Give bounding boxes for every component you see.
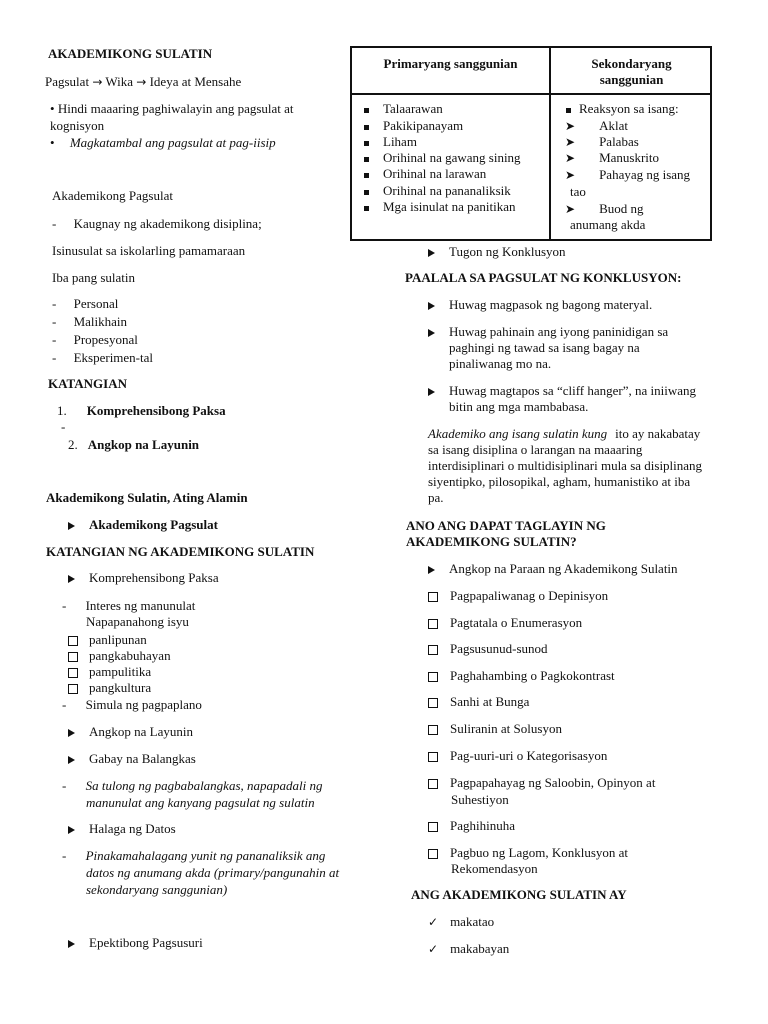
checkbox-icon bbox=[68, 636, 78, 646]
arrow-item: Halaga ng Datos bbox=[68, 821, 176, 837]
table-cell-item: Pakikipanayam bbox=[364, 118, 463, 134]
dash-item: - Simula ng pagpaplano bbox=[62, 697, 202, 712]
checkbox-item: Pagtatala o Enumerasyon bbox=[428, 615, 582, 631]
square-bullet-icon bbox=[566, 108, 571, 113]
text-napapanahon: Napapanahong isyu bbox=[86, 614, 189, 629]
arrow-right-icon: → bbox=[92, 75, 103, 89]
table-cell-item: Talaarawan bbox=[364, 101, 443, 117]
text-cont: paghingi ng tawad sa isang bagay na bbox=[449, 340, 640, 355]
text-cont: Rekomendasyon bbox=[451, 861, 538, 876]
flow-line bbox=[45, 74, 241, 90]
arrow-item: Huwag pahinain ang iyong paninidigan sa bbox=[428, 324, 668, 340]
numbered-item: 2. Angkop na Layunin bbox=[68, 437, 200, 452]
table-cell-item: ➤ Manuskrito bbox=[565, 150, 660, 165]
checkbox-item: Pagpapaliwanag o Depinisyon bbox=[428, 588, 608, 604]
checkbox-icon bbox=[428, 592, 438, 602]
definition-line: interdisiplinari o multidisiplinari mula sa disiplinang bbox=[428, 458, 703, 473]
dash-marker: - bbox=[61, 419, 66, 434]
flow-item: Pagsulat bbox=[45, 74, 90, 89]
square-bullet-icon bbox=[364, 173, 369, 178]
label-akademikong-pagsulat: Akademikong Pagsulat bbox=[52, 188, 173, 203]
checkbox-icon bbox=[428, 849, 438, 859]
checkmark-item: ✓ makatao bbox=[428, 914, 495, 929]
checkmark-icon: ✓ bbox=[428, 942, 439, 956]
arrow-item: Huwag magpasok ng bagong materyal. bbox=[428, 297, 652, 313]
checkbox-icon bbox=[68, 652, 78, 662]
arrowhead-bullet-icon: ➤ bbox=[565, 202, 576, 216]
table-cell-item: Orihinal na pananaliksik bbox=[364, 183, 511, 199]
checkbox-icon bbox=[428, 672, 438, 682]
italic-cont: datos ng anumang akda (primary/pangunahin at bbox=[86, 865, 340, 880]
dash-item: - Malikhain bbox=[52, 314, 128, 329]
checkbox-icon bbox=[428, 698, 438, 708]
dash-item: - Eksperimen-tal bbox=[52, 350, 154, 365]
table-header-primary: Primaryang sanggunian bbox=[383, 56, 518, 71]
triangle-bullet-icon bbox=[428, 329, 435, 337]
table-cell-cont: anumang akda bbox=[570, 217, 646, 232]
table-cell-item: ➤ Buod ng bbox=[565, 201, 644, 216]
square-bullet-icon bbox=[364, 141, 369, 146]
table-cell-item: Reaksyon sa isang: bbox=[566, 101, 679, 117]
text-cont: Suhestiyon bbox=[451, 792, 509, 807]
text-cont: pinaliwanag mo na. bbox=[449, 356, 552, 371]
bullet-item: • Magkatambal ang pagsulat at pag-iisip bbox=[50, 135, 276, 150]
dash-item: - Propesyonal bbox=[52, 332, 138, 347]
dash-item: - Sa tulong ng pagbabalangkas, napapadali ng bbox=[62, 778, 323, 793]
checkbox-item: pampulitika bbox=[68, 664, 151, 680]
triangle-bullet-icon bbox=[428, 388, 435, 396]
text-cont: bitin ang mga mambabasa. bbox=[449, 399, 589, 414]
arrowhead-bullet-icon: ➤ bbox=[565, 135, 576, 149]
flow-item: Wika bbox=[105, 74, 134, 89]
bullet-dot-icon: • bbox=[50, 101, 55, 116]
checkmark-icon: ✓ bbox=[428, 915, 439, 929]
text-iba-pang-sulatin: Iba pang sulatin bbox=[52, 270, 136, 285]
triangle-bullet-icon bbox=[428, 302, 435, 310]
table-cell-cont: tao bbox=[570, 184, 586, 199]
square-bullet-icon bbox=[364, 108, 369, 113]
definition-line: Akademiko ang isang sulatin kung ito ay nakabatay bbox=[428, 426, 701, 441]
arrow-item: Tugon ng Konklusyon bbox=[428, 244, 566, 260]
square-bullet-icon bbox=[364, 190, 369, 195]
arrow-item: Angkop na Paraan ng Akademikong Sulatin bbox=[428, 561, 678, 577]
triangle-bullet-icon bbox=[68, 826, 75, 834]
text-isinusulat: Isinusulat sa iskolarling pamamaraan bbox=[52, 243, 246, 258]
heading-akademikong-sulatin: AKADEMIKONG SULATIN bbox=[48, 46, 213, 61]
checkbox-item: Paghihinuha bbox=[428, 818, 515, 834]
checkbox-item: Pagpapahayag ng Saloobin, Opinyon at bbox=[428, 775, 655, 791]
checkbox-icon bbox=[428, 822, 438, 832]
table-header-secondary: sanggunian bbox=[599, 72, 664, 87]
checkbox-item: Paghahambing o Pagkokontrast bbox=[428, 668, 615, 684]
table-cell-item: Orihinal na gawang sining bbox=[364, 150, 521, 166]
arrow-item: Epektibong Pagsusuri bbox=[68, 935, 203, 951]
triangle-bullet-icon bbox=[68, 756, 75, 764]
checkbox-icon bbox=[428, 725, 438, 735]
checkbox-icon bbox=[428, 752, 438, 762]
heading-ano-ang-dapat: ANO ANG DAPAT TAGLAYIN NG bbox=[406, 518, 606, 533]
arrow-item: Akademikong Pagsulat bbox=[68, 517, 218, 533]
triangle-bullet-icon bbox=[68, 575, 75, 583]
table-cell-item: ➤ Palabas bbox=[565, 134, 639, 149]
checkbox-item: panlipunan bbox=[68, 632, 147, 648]
arrowhead-bullet-icon: ➤ bbox=[565, 151, 576, 165]
italic-cont: manunulat ang kanyang pagsulat ng sulatin bbox=[86, 795, 315, 810]
square-bullet-icon bbox=[364, 125, 369, 130]
bullet-item: • Hindi maaaring paghiwalayin ang pagsulat at bbox=[50, 101, 294, 116]
heading-katangian-ng: KATANGIAN NG AKADEMIKONG SULATIN bbox=[46, 544, 315, 559]
checkmark-item: ✓ makabayan bbox=[428, 941, 510, 956]
triangle-bullet-icon bbox=[68, 522, 75, 530]
table-cell-item: Liham bbox=[364, 134, 417, 150]
arrowhead-bullet-icon: ➤ bbox=[565, 119, 576, 133]
triangle-bullet-icon bbox=[68, 729, 75, 737]
checkbox-icon bbox=[68, 684, 78, 694]
definition-line: pa. bbox=[428, 490, 444, 505]
triangle-bullet-icon bbox=[68, 940, 75, 948]
bullet-dot-icon: • bbox=[50, 135, 55, 150]
italic-cont: sekondaryang sanggunian) bbox=[86, 882, 228, 897]
square-bullet-icon bbox=[364, 206, 369, 211]
checkbox-item: Pagsusunud-sunod bbox=[428, 641, 548, 657]
heading-paalala: PAALALA SA PAGSULAT NG KONKLUSYON: bbox=[405, 270, 682, 285]
checkbox-item: pangkultura bbox=[68, 680, 151, 696]
heading-ang-akademikong-sulatin-ay: ANG AKADEMIKONG SULATIN AY bbox=[411, 887, 627, 902]
table-cell-item: Mga isinulat na panitikan bbox=[364, 199, 516, 215]
arrowhead-bullet-icon: ➤ bbox=[565, 168, 576, 182]
heading-ano-ang-dapat: AKADEMIKONG SULATIN? bbox=[406, 534, 577, 549]
definition-line: siyentipko, pilosopikal, agham, humanistiko at iba bbox=[428, 474, 691, 489]
numbered-item: 1. Komprehensibong Paksa bbox=[57, 403, 226, 418]
table-cell-item: ➤ Aklat bbox=[565, 118, 628, 133]
checkbox-item: Pagbuo ng Lagom, Konklusyon at bbox=[428, 845, 628, 861]
square-bullet-icon bbox=[364, 157, 369, 162]
checkbox-icon bbox=[428, 619, 438, 629]
arrow-right-icon: → bbox=[136, 75, 147, 89]
arrow-item: Angkop na Layunin bbox=[68, 724, 193, 740]
dash-item: - Interes ng manunulat bbox=[62, 598, 196, 613]
triangle-bullet-icon bbox=[428, 566, 435, 574]
flow-item: Ideya at Mensahe bbox=[149, 74, 242, 89]
checkbox-item: Pag-uuri-uri o Kategorisasyon bbox=[428, 748, 607, 764]
checkbox-item: Suliranin at Solusyon bbox=[428, 721, 562, 737]
table-cell-item: ➤ Pahayag ng isang bbox=[565, 167, 691, 182]
table-divider bbox=[350, 93, 712, 95]
arrow-item: Komprehensibong Paksa bbox=[68, 570, 219, 586]
checkbox-icon bbox=[428, 645, 438, 655]
checkbox-icon bbox=[428, 779, 438, 789]
dash-item: - Kaugnay ng akademikong disiplina; bbox=[52, 216, 262, 231]
bullet-item-cont: kognisyon bbox=[50, 118, 105, 133]
arrow-item: Huwag magtapos sa “cliff hanger”, na iniiwang bbox=[428, 383, 696, 399]
triangle-bullet-icon bbox=[428, 249, 435, 257]
table-header-secondary: Sekondaryang bbox=[591, 56, 672, 71]
checkbox-icon bbox=[68, 668, 78, 678]
table-cell-item: Orihinal na larawan bbox=[364, 166, 486, 182]
dash-item: - Pinakamahalagang yunit ng pananaliksik ang bbox=[62, 848, 326, 863]
heading-ating-alamin: Akademikong Sulatin, Ating Alamin bbox=[46, 490, 248, 505]
definition-line: sa isang disiplina o larangan na maaaring bbox=[428, 442, 643, 457]
checkbox-item: pangkabuhayan bbox=[68, 648, 171, 664]
dash-item: - Personal bbox=[52, 296, 119, 311]
checkbox-item: Sanhi at Bunga bbox=[428, 694, 529, 710]
heading-katangian: KATANGIAN bbox=[48, 376, 127, 391]
arrow-item: Gabay na Balangkas bbox=[68, 751, 196, 767]
